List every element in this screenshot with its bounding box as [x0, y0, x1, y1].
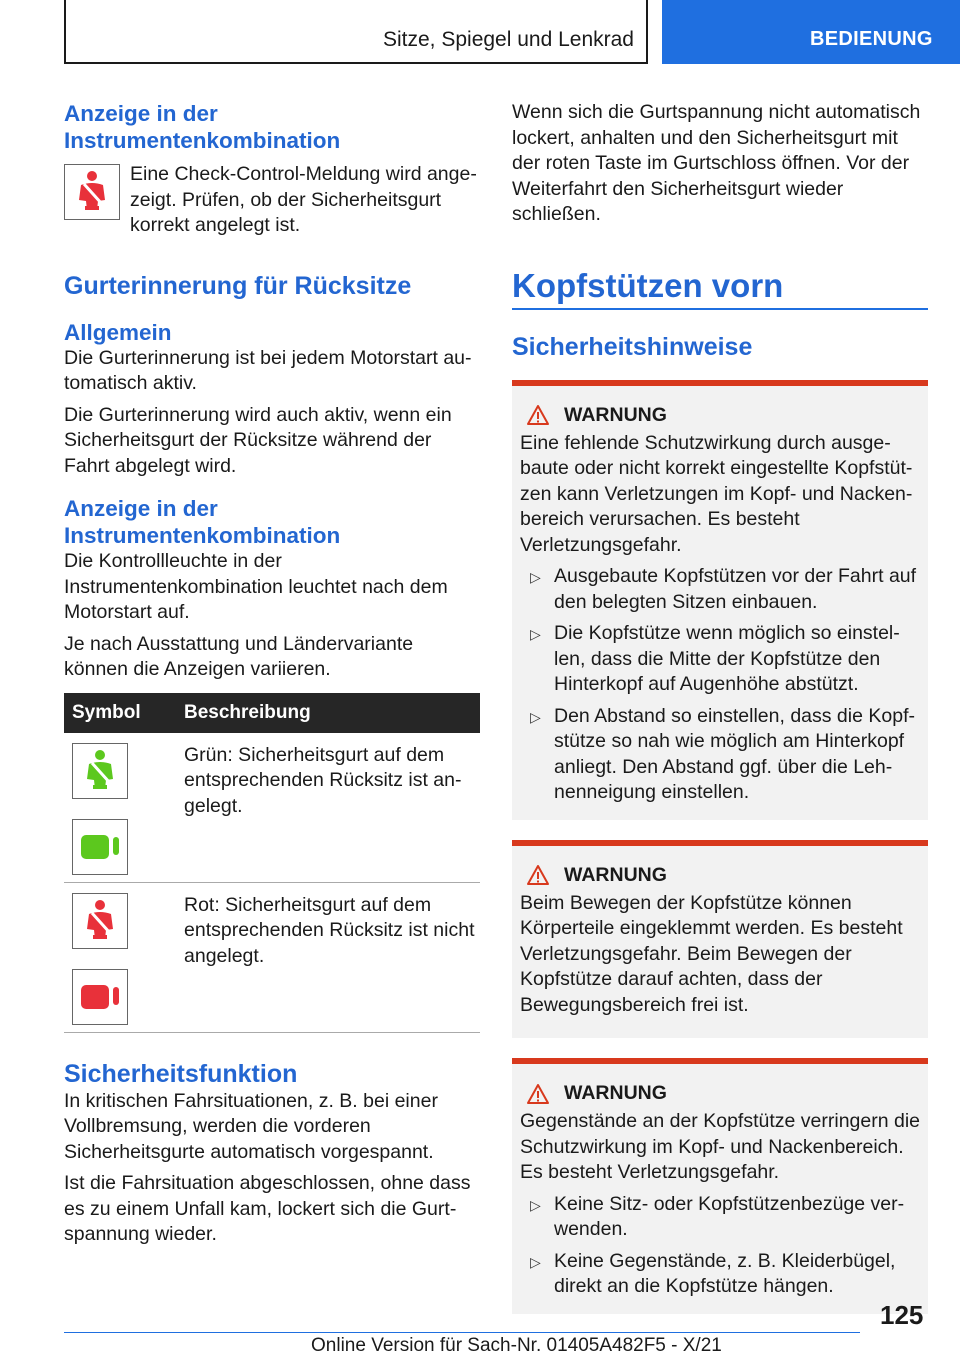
para-safety-2: Ist die Fahrsituation abgeschlossen, ohne dass es zu einem Unfall kam, lockert sich die Gurtspannung wieder. — [64, 1172, 471, 1245]
para-general-2: Die Gurterinnerung wird auch aktiv, wenn ein Sicherheitsgurt der Rücksitze während der Fahrt abgelegt wird. — [64, 403, 452, 477]
warning-box-1 — [512, 380, 928, 820]
right-column — [512, 100, 928, 1334]
warning-triangle-icon — [526, 864, 550, 886]
warning-triangle-icon — [526, 1083, 550, 1105]
heading-safety-notes: Sicherheitshinweise — [512, 332, 753, 361]
heading-display-1: Anzeige in der Instrumentenkombination — [64, 101, 341, 153]
table-cell-red: Rot: Sicherheitsgurt auf dem entsprechenden Rücksitz ist nicht angelegt. — [184, 893, 475, 967]
header-chapter-title: BEDIENUNG — [810, 28, 933, 50]
seatbelt-red-icon — [64, 164, 120, 220]
heading-display-2: Anzeige in der Instrumentenkombination — [64, 496, 341, 548]
footer-divider — [64, 1332, 860, 1333]
table-cell-green: Grün: Sicherheitsgurt auf dem entsprechenden Rücksitz ist angelegt. — [184, 743, 462, 817]
heading-safety-function: Sicherheitsfunktion — [64, 1059, 298, 1088]
rear-seat-red-icon — [72, 969, 128, 1025]
warning-triangle-icon — [526, 404, 550, 426]
rear-seat-green-icon — [72, 819, 128, 875]
check-control-block — [64, 162, 480, 245]
para-display-2: Je nach Ausstattung und Ländervariante können die Anzeigen variieren. — [64, 632, 414, 680]
seatbelt-green-icon — [72, 743, 128, 799]
table-row — [64, 733, 480, 883]
list-item: ▷ Die Kopfstütze wenn möglich so einstellen, dass die Mitte der Kopfstütze den Hinterkopf auf Augenhöhe abstützt. — [520, 621, 920, 698]
table-row — [64, 883, 480, 1033]
para-belt-release: Wenn sich die Gurtspannung nicht automatisch lockert, anhalten und den Sicherheitsgurt mit der roten Taste im Gurtschloss öffnen. Vor der Weiterfahrt den Sicherheitsgurt wieder schließen. — [512, 101, 921, 225]
header-section-box — [64, 0, 648, 64]
header-section-title: Sitze, Spiegel und Lenkrad — [382, 28, 634, 51]
warning-3-text: Gegenstände an der Kopfstütze verringern die Schutzwirkung im Kopf- und Nackenbereich. Es besteht Verletzungsgefahr. — [520, 1110, 921, 1183]
warning-label: WARNUNG — [564, 863, 667, 886]
check-control-text: Eine Check-Control-Meldung wird angezeigt. Prüfen, ob der Sicherheitsgurt korrekt angelegt ist. — [130, 163, 477, 236]
footer-note: Online Version für Sach-Nr. 01405A482F5 - X/21 — [311, 1335, 722, 1356]
warning-1-text: Eine fehlende Schutzwirkung durch ausgebaute oder nicht korrekt eingestellte Kopfstützen kann Verletzungen im Kopf- und Nackenbereich verursachen. Es besteht Verletzungsgefahr. — [520, 431, 913, 556]
para-general-1: Die Gurterinnerung ist bei jedem Motorstart automatisch aktiv. — [64, 346, 472, 394]
bullet-triangle-icon: ▷ — [530, 1253, 541, 1270]
warning-box-3 — [512, 1058, 928, 1314]
bullet-triangle-icon: ▷ — [530, 626, 541, 642]
page-number: 125 — [880, 1300, 924, 1330]
bullet-triangle-icon: ▷ — [530, 569, 541, 585]
bullet-triangle-icon: ▷ — [530, 1196, 541, 1213]
para-safety-1: In kritischen Fahrsituationen, z. B. bei einer Vollbremsung, werden die vorderen Sicherheitsgurte automatisch vorgespannt. — [64, 1089, 438, 1163]
bullet-triangle-icon: ▷ — [530, 708, 541, 725]
warning-label: WARNUNG — [564, 1082, 667, 1104]
list-item: ▷ Den Abstand so einstellen, dass die Kopfstütze so nah wie möglich am Hinterkopf anliegt. Den Abstand ggf. über die Lehnenneigung einstellen. — [520, 704, 920, 806]
list-item: ▷ Ausgebaute Kopfstützen vor der Fahrt auf den belegten Sitzen einbauen. — [520, 564, 920, 615]
warning-box-2 — [512, 840, 928, 1039]
heading-headrests: Kopfstützen vorn — [512, 266, 928, 310]
seatbelt-red-icon — [72, 893, 128, 949]
header-chapter-tab — [662, 0, 960, 64]
left-column — [64, 100, 480, 1254]
table-header — [64, 693, 480, 733]
list-item: ▷ Keine Sitz- oder Kopfstützenbezüge verwenden. — [520, 1192, 920, 1243]
table-header-symbol: Symbol — [72, 701, 141, 723]
heading-general: Allgemein — [64, 319, 172, 345]
symbol-table — [64, 693, 480, 1033]
para-display-1: Die Kontrollleuchte in der Instrumentenkombination leuchtet nach dem Motorstart auf. — [64, 550, 448, 623]
list-item: ▷ Keine Gegenstände, z. B. Kleiderbügel, direkt an die Kopfstütze hängen. — [520, 1249, 920, 1300]
warning-2-text: Beim Bewegen der Kopfstütze können Körperteile eingeklemmt werden. Es besteht Verletzungsgefahr. Beim Bewegen der Kopfstütze darauf achten, dass der Bewegungsbereich frei ist. — [520, 891, 903, 1016]
table-header-description: Beschreibung — [184, 701, 311, 723]
heading-rear-reminder: Gurterinnerung für Rücksitze — [64, 271, 412, 300]
warning-label: WARNUNG — [564, 403, 667, 426]
